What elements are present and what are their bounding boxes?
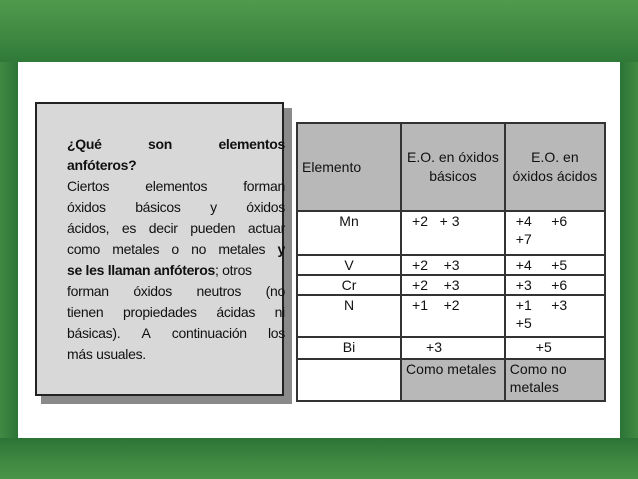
cell-element: Bi (297, 337, 401, 359)
table-row (297, 337, 605, 359)
cell-basic: +2 +3 (401, 275, 505, 295)
table-row (297, 211, 605, 255)
table-row (297, 275, 605, 295)
definition-textbox (35, 102, 284, 396)
header-acid-oxides: E.O. en óxidos ácidos (505, 123, 605, 211)
cell-acid: +1 +3 +5 (505, 295, 605, 337)
text-line: básicas). A continuación los (67, 325, 285, 341)
text-line: óxidos básicos y óxidos (67, 199, 285, 215)
cell-acid: +4 +6 +7 (505, 211, 605, 255)
header-element: Elemento (297, 123, 401, 211)
text-line: forman óxidos neutros (no (67, 283, 285, 299)
cell-blank (297, 359, 401, 401)
title-word: elementos (218, 136, 285, 152)
background-top (0, 0, 638, 62)
cell-basic: +2 +3 (401, 255, 505, 275)
text-line: tienen propiedades ácidas ni (67, 304, 285, 320)
text-line: más usuales. (67, 346, 146, 362)
text-line: Ciertos elementos forman (67, 178, 285, 194)
cell-basic: +2 + 3 (401, 211, 505, 255)
table-footer-row (297, 359, 605, 401)
emphasis-text: se les llaman anfóteros (67, 262, 215, 278)
oxidation-states-table (296, 122, 606, 402)
title-word: son (148, 136, 173, 152)
cell-basic: +1 +2 (401, 295, 505, 337)
text-line: ácidos, es decir pueden actuar (67, 220, 285, 236)
cell-footer-acid: Como no metales (505, 359, 605, 401)
table-row (297, 295, 605, 337)
table-row (297, 255, 605, 275)
cell-acid: +3 +6 (505, 275, 605, 295)
cell-footer-basic: Como metales (401, 359, 505, 401)
definition-text (67, 134, 285, 365)
cell-acid: +4 +5 (505, 255, 605, 275)
text-line: como metales o no metales y (67, 241, 285, 257)
cell-element: V (297, 255, 401, 275)
oxidation-table-wrap (296, 122, 610, 420)
question-title-line2: anfóteros? (67, 157, 137, 173)
cell-acid: +5 (505, 337, 605, 359)
header-basic-oxides: E.O. en óxidos básicos (401, 123, 505, 211)
text-line: se les llaman anfóteros; otros (67, 262, 252, 278)
question-title (67, 134, 285, 155)
title-word: ¿Qué (67, 136, 102, 152)
cell-element: Mn (297, 211, 401, 255)
cell-basic: +3 (401, 337, 505, 359)
background-bottom (0, 438, 638, 479)
cell-element: N (297, 295, 401, 337)
table-header-row (297, 123, 605, 211)
background-right (620, 62, 638, 438)
cell-element: Cr (297, 275, 401, 295)
background-left (0, 62, 18, 438)
